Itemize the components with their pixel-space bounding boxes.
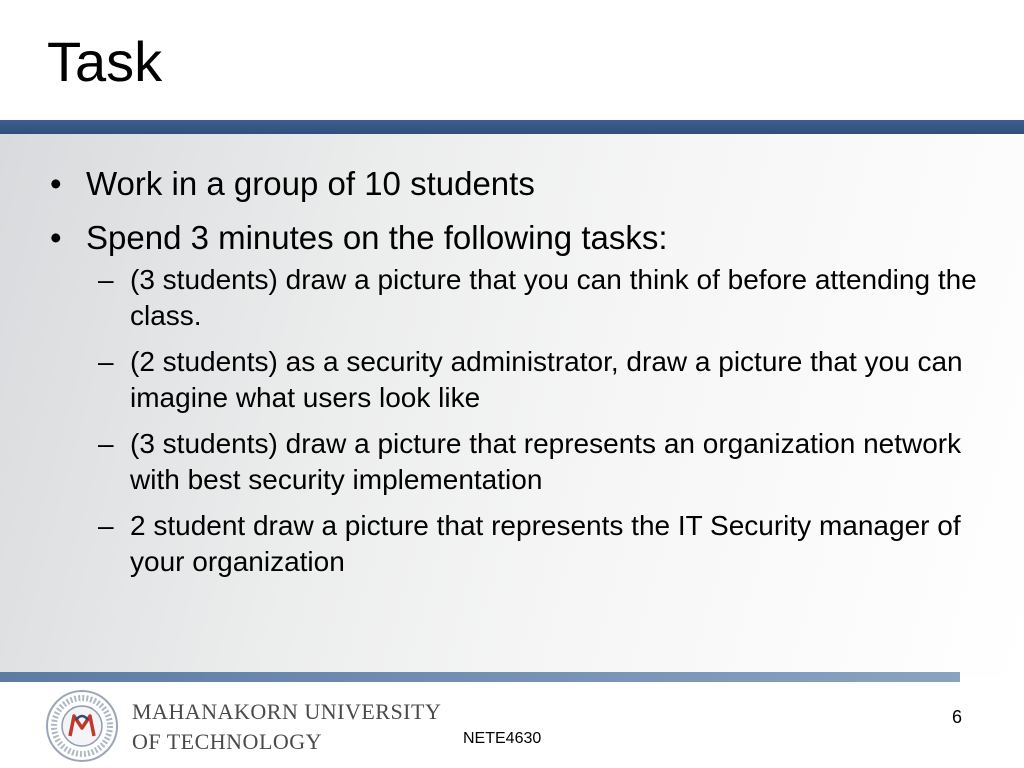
bullet-dot-icon: •	[50, 219, 62, 256]
bullet-dot-icon: •	[50, 165, 62, 202]
sub-bullet-text: (3 students) draw a picture that you can think of before attending the class.	[130, 264, 977, 331]
university-name-line1: MAHANAKORN UNIVERSITY	[132, 699, 442, 724]
dash-icon: –	[98, 264, 114, 295]
bullet-item	[50, 164, 990, 204]
university-seal-icon	[45, 690, 119, 762]
sub-bullet-text: (2 students) as a security administrator, draw a picture that you can imagine what users look like	[130, 346, 963, 413]
sub-list-container	[50, 262, 990, 580]
slide-title: Task	[47, 30, 163, 93]
sub-bullet-item	[50, 508, 990, 580]
sub-bullet-item	[50, 426, 990, 498]
bullet-text: Work in a group of 10 students	[86, 165, 535, 202]
title-divider-bar	[0, 120, 1024, 134]
sub-bullet-item	[50, 344, 990, 416]
dash-icon: –	[98, 428, 114, 459]
dash-icon: –	[98, 510, 114, 541]
university-name-line2: OF TECHNOLOGY	[132, 729, 323, 754]
course-code: NETE4630	[463, 730, 542, 747]
sub-bullet-text: (3 students) draw a picture that represents an organization network with best security implementation	[130, 428, 962, 495]
bullet-text: Spend 3 minutes on the following tasks:	[86, 219, 668, 256]
sub-bullet-list	[50, 262, 990, 580]
page-number: 6	[952, 707, 963, 727]
bullet-item	[50, 218, 990, 258]
bullet-list	[50, 164, 990, 590]
university-name	[132, 699, 441, 755]
sub-bullet-text: 2 student draw a picture that represents the IT Security manager of your organization	[130, 510, 961, 577]
footer-divider-bar	[0, 672, 960, 682]
dash-icon: –	[98, 346, 114, 377]
sub-bullet-item	[50, 262, 990, 334]
